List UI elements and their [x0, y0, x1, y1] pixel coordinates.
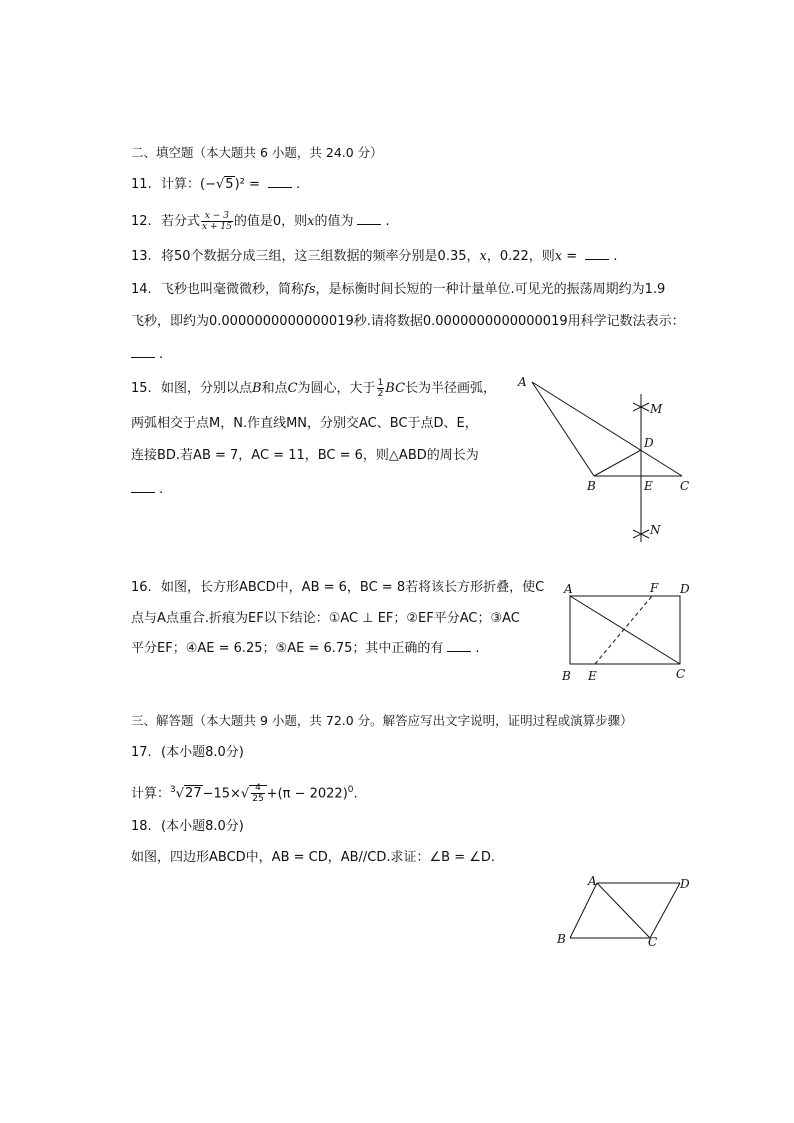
label-B: B: [562, 669, 571, 683]
q16-line1: 如图，长方形ABCD中，AB = 6，BC = 8若将该长方形折叠，使C: [161, 580, 545, 595]
q12-var: x: [307, 214, 315, 229]
section-2-title: 二、填空题（本大题共 6 小题，共 24.0 分）: [131, 145, 383, 160]
q14-line1b: ，是标衡时间长短的一种计量单位.可见光的振荡周期约为1.9: [315, 282, 666, 297]
q14-end: .: [159, 347, 164, 362]
label-B: B: [587, 479, 596, 493]
label-C: C: [648, 935, 658, 949]
label-N: N: [650, 523, 661, 537]
q17-points: (本小题8.0分): [161, 745, 244, 760]
label-C: C: [676, 667, 686, 681]
parallelogram-figure: [550, 870, 700, 950]
q13-mid: ，0.22，则: [486, 249, 555, 264]
q15-line1c: 和点: [261, 381, 288, 396]
question-11: 11. 计算：(−√5)² = .: [131, 175, 300, 195]
question-18-header: [131, 817, 244, 837]
q17-end: .: [353, 786, 358, 802]
q15-line1e: 为圆心，大于: [297, 381, 376, 396]
label-F: F: [650, 581, 659, 595]
fraction-numerator: x − 3: [201, 211, 233, 222]
q12-fraction: [201, 211, 233, 232]
q15-line1g: 长为半径画弧，: [405, 381, 497, 396]
label-B: B: [557, 932, 566, 946]
label-D: D: [644, 436, 654, 450]
q11-prefix: 计算：(: [161, 177, 206, 192]
answer-blank[interactable]: [268, 175, 292, 188]
question-14-line-2: 飞秒，即约为0.0000000000000019秒.请将数据0.0000000000000019用科学记数法表示：: [131, 314, 685, 329]
label-M: M: [650, 402, 663, 416]
answer-blank[interactable]: [357, 212, 381, 225]
q12-middle: 的值是0，则: [233, 214, 308, 229]
label-A: A: [518, 375, 527, 389]
q16-end: .: [475, 641, 480, 656]
answer-blank[interactable]: [131, 345, 155, 358]
question-18-body: 如图，四边形ABCD中，AB = CD，AB//CD.求证：∠B = ∠D.: [131, 850, 496, 865]
q15-line1d: C: [287, 381, 298, 396]
q17-exponent: 0: [347, 785, 354, 795]
question-17-header: [131, 743, 244, 763]
rectangle-figure: [558, 578, 698, 684]
question-16-line-1: [131, 578, 544, 598]
question-15-line-2: 两弧相交于点M，N.作直线MN，分别交AC、BC于点D、E，: [131, 416, 478, 431]
label-A: A: [564, 582, 573, 596]
question-number: 12.: [131, 214, 152, 229]
q15-fraction: [377, 378, 385, 399]
label-A: A: [588, 874, 597, 888]
label-E: E: [644, 479, 653, 493]
question-12: [131, 211, 390, 232]
q11-radicand: 5: [225, 177, 234, 192]
question-16-line-2: 点与A点重合.折痕为EF以下结论：①AC ⊥ EF；②EF平分AC；③AC: [131, 611, 520, 626]
fraction-numerator: 1: [377, 378, 384, 388]
question-13: [131, 247, 617, 267]
q17-mid: −15×: [202, 786, 241, 802]
q14-line1var: fs: [304, 282, 316, 297]
q17-tail: +(π − 2022): [266, 786, 348, 802]
q11-minus: −: [205, 177, 216, 192]
q11-suffix: )² =: [234, 177, 265, 192]
q17-prefix: 计算：: [131, 786, 171, 802]
answer-blank[interactable]: [585, 247, 609, 260]
q18-points: (本小题8.0分): [161, 819, 244, 834]
q12-end: .: [385, 214, 390, 229]
q13-end: .: [613, 249, 618, 264]
fraction-numerator: 4: [251, 783, 264, 794]
q15-line3: 连接BD.若AB = 7，AC = 11，BC = 6，则△ABD的周长为: [131, 448, 479, 463]
cube-root-index: 3: [170, 785, 176, 795]
question-17-body: 计算：$^3$√27−15×√ $\frac{4}{25}$ $+(\pi - 2022)^0$.: [131, 783, 358, 805]
label-D: D: [680, 582, 690, 596]
question-15-line-3: [131, 446, 479, 466]
question-number: 14.: [131, 282, 152, 297]
q14-line1a: 飞秒也叫毫微微秒，简称: [161, 282, 305, 297]
label-E: E: [588, 669, 597, 683]
q16-line3: 平分EF；④AE = 6.25；⑤AE = 6.75；其中正确的有: [131, 641, 444, 656]
question-number: 18.: [131, 819, 152, 834]
question-14-line-1: [131, 280, 665, 300]
q13-var2: x: [554, 249, 563, 264]
question-number: 17.: [131, 745, 152, 760]
answer-blank[interactable]: [447, 639, 471, 652]
question-number: 11.: [131, 177, 152, 192]
question-15-line-4: [131, 480, 163, 500]
q11-end: .: [296, 177, 301, 192]
q13-eq: =: [562, 249, 582, 264]
q15-line1b: B: [252, 381, 262, 396]
q12-prefix: 若分式: [161, 214, 201, 229]
q15-end: .: [159, 482, 164, 497]
triangle-figure: [510, 372, 700, 550]
question-number: 13.: [131, 249, 152, 264]
fraction-denominator: 25: [252, 794, 264, 805]
q13-var1: x: [479, 249, 487, 264]
question-number: 16.: [131, 580, 152, 595]
q17-fraction: [251, 783, 264, 804]
q13-text: 将50个数据分成三组，这三组数据的频率分别是0.35，: [161, 249, 480, 264]
question-16-line-3: [131, 639, 480, 659]
q17-cube: 27: [185, 786, 202, 802]
question-15-line-1: [131, 378, 496, 399]
q12-suffix: 的值为: [314, 214, 354, 229]
question-14-line-3: [131, 345, 163, 365]
q15-line1a: 如图，分别以点: [161, 381, 253, 396]
label-D: D: [680, 877, 690, 891]
fraction-denominator: x + 15: [202, 222, 232, 232]
fraction-denominator: 2: [377, 389, 384, 399]
answer-blank[interactable]: [131, 480, 155, 493]
q15-line1f: BC: [385, 381, 406, 396]
label-C: C: [680, 479, 690, 493]
section-3-title: 三、解答题（本大题共 9 小题，共 72.0 分。解答应写出文字说明，证明过程或演算步骤）: [131, 713, 633, 728]
question-number: 15.: [131, 381, 152, 396]
